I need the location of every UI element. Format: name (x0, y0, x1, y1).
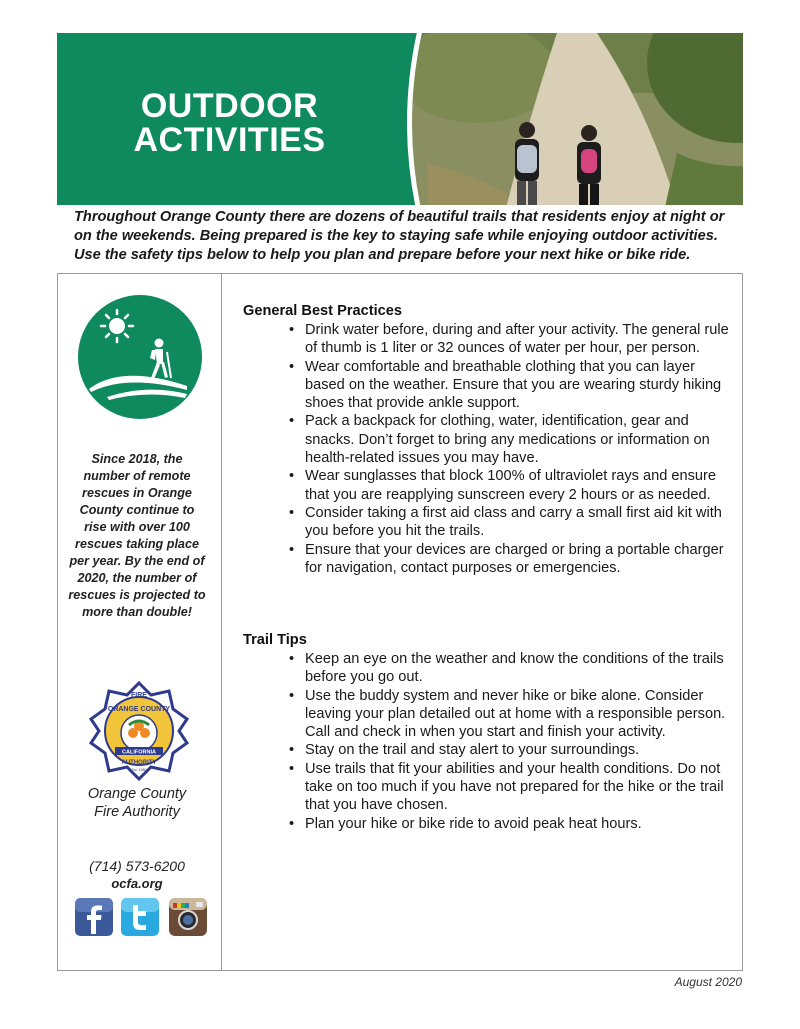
list-item: • Use trails that fit your abilities and your health conditions. Do not take on too much if you have not prepared for the hike or the trail that you have chosen. (287, 760, 737, 815)
twitter-icon[interactable] (121, 898, 159, 936)
org-name-line-1: Orange County (87, 786, 187, 802)
phone-number[interactable]: (714) 573-6200 (89, 858, 185, 874)
seal-est-text: Est. 1980 (131, 768, 147, 772)
intro-paragraph: Throughout Orange County there are dozens of beautiful trails that residents enjoy at night or on the weekends. Being prepared is the key to staying safe while enjoying outdoor activities. Use the safety tips below to help you plan and prepare before your next hike or bike ride. (74, 209, 725, 263)
list-item: • Drink water before, during and after your activity. The general rule of thumb is 1 liter or 32 ounces of water per hour, per person. (287, 321, 737, 358)
list-item: • Stay on the trail and stay alert to your surroundings. (287, 741, 737, 759)
seal-california-text: CALIFORNIA (122, 749, 156, 756)
title-line-1: OUTDOOR (140, 87, 319, 125)
instagram-icon[interactable] (169, 898, 207, 936)
org-name (62, 785, 212, 821)
publication-date: August 2020 (674, 975, 742, 989)
hikers-photo (357, 33, 743, 205)
trail-tips-list (287, 650, 737, 833)
hiker-icon (77, 294, 203, 420)
org-name-line-2: Fire Authority (94, 804, 180, 820)
facebook-icon[interactable] (75, 898, 113, 936)
rescue-stat-text: Since 2018, the number of remote rescues in Orange County continue to rise with over 100 rescues taking place per year. By the end of 2020, the number of rescues is projected to more than double! (68, 452, 206, 619)
list-item: • Use the buddy system and never hike or bike alone. Consider leaving your plan detailed out at home with a responsible person. Call and check in when you start and finish your activity. (287, 687, 737, 742)
ocfa-seal-logo (89, 681, 189, 781)
page-title (57, 89, 402, 157)
title-line-2: ACTIVITIES (133, 121, 326, 159)
list-item: • Ensure that your devices are charged or bring a portable charger for navigation, contact purposes or emergencies. (287, 541, 737, 578)
trail-tips-heading: Trail Tips (243, 632, 307, 648)
general-best-practices-list (287, 321, 737, 577)
list-item: • Consider taking a first aid class and carry a small first aid kit with you before you hit the trails. (287, 504, 737, 541)
list-item: • Plan your hike or bike ride to avoid peak heat hours. (287, 815, 737, 833)
sidebar-divider (221, 273, 222, 971)
list-item: • Keep an eye on the weather and know the conditions of the trails before you go out. (287, 650, 737, 687)
list-item: • Wear comfortable and breathable clothing that you can layer based on the weather. Ensure that you are wearing sturdy hiking shoes that provide ankle support. (287, 358, 737, 413)
header-banner (57, 33, 743, 205)
seal-authority-text: AUTHORITY (121, 760, 157, 766)
seal-fire-text: FIRE (131, 692, 147, 699)
seal-county-text: ORANGE COUNTY (107, 706, 171, 713)
general-best-practices-heading: General Best Practices (243, 303, 402, 319)
list-item: • Pack a backpack for clothing, water, identification, gear and snacks. Don’t forget to bring any medications or information on health-related issues you may have. (287, 412, 737, 467)
list-item: • Wear sunglasses that block 100% of ultraviolet rays and ensure that you are reapplying sunscreen every 2 hours or as needed. (287, 467, 737, 504)
website-link[interactable]: ocfa.org (111, 876, 163, 891)
